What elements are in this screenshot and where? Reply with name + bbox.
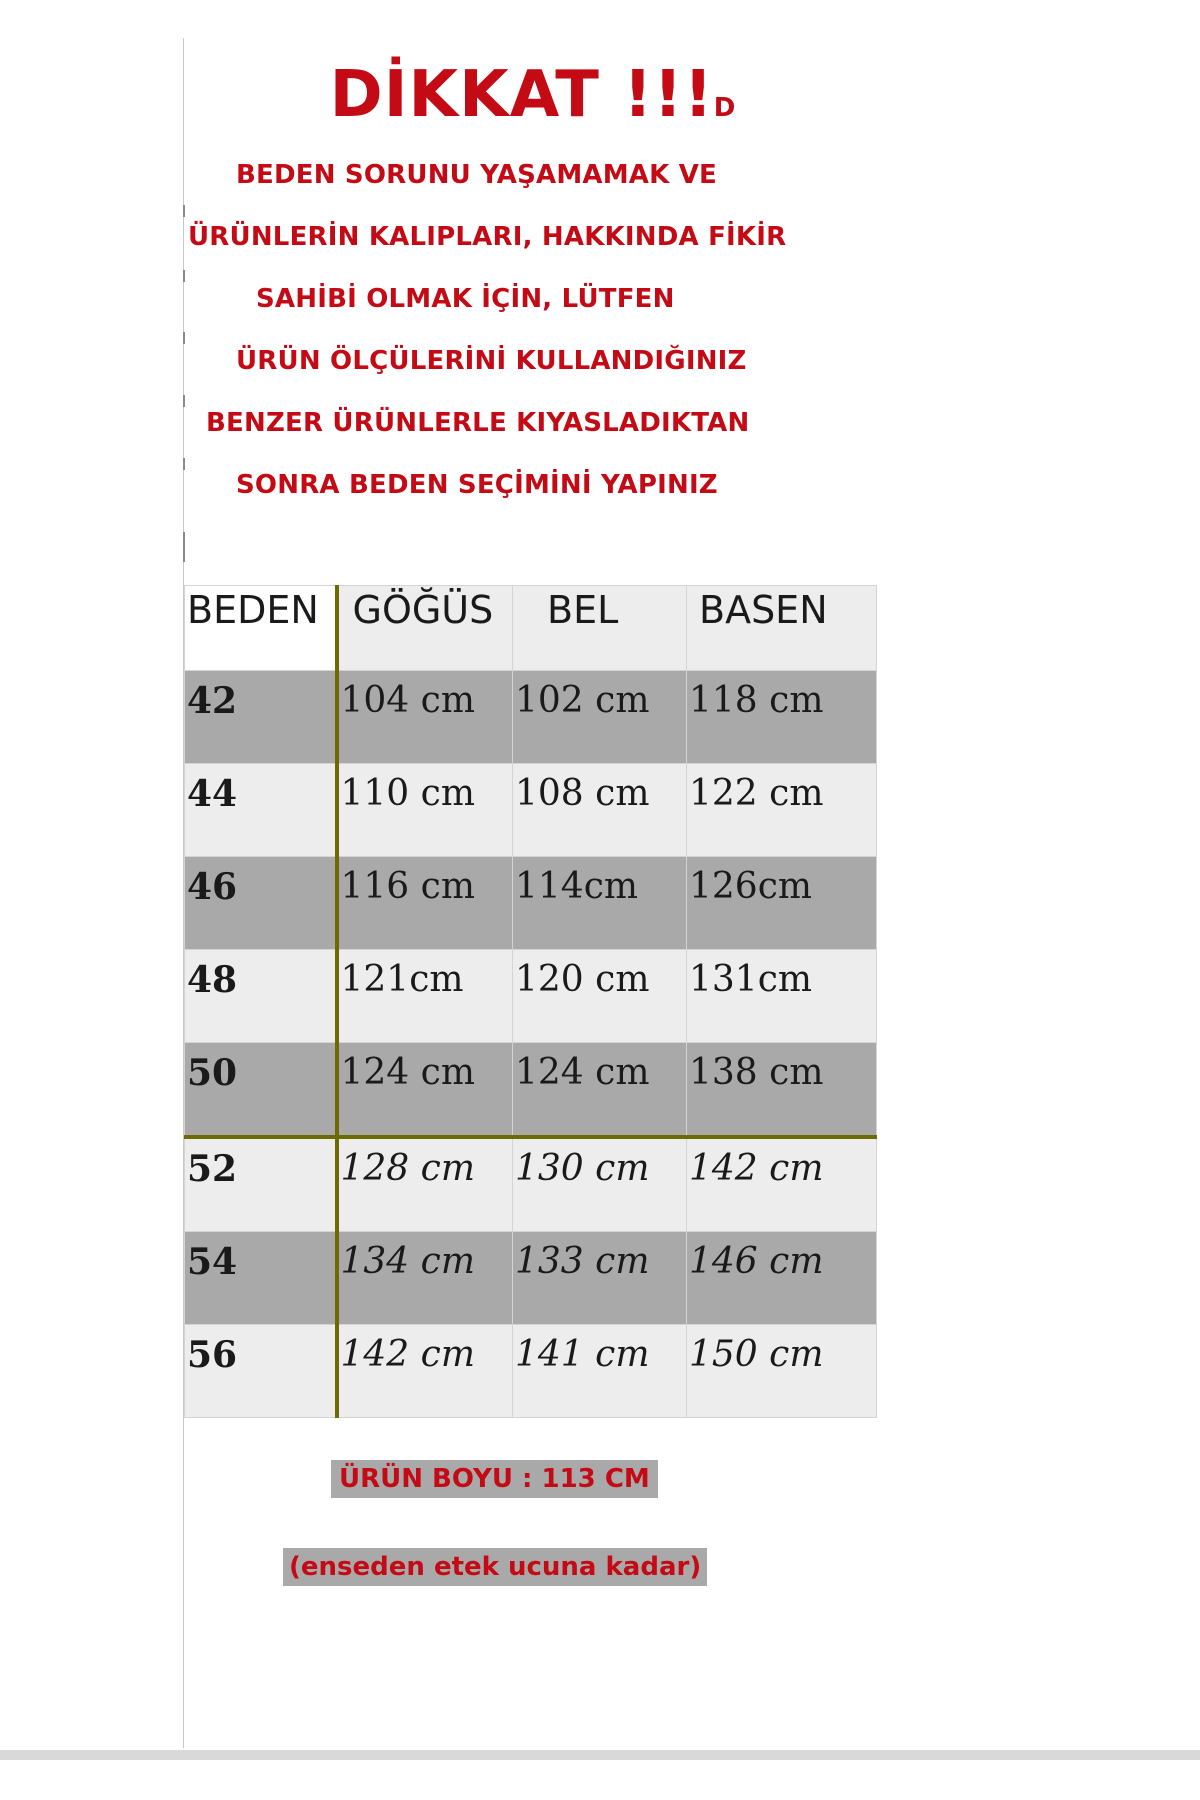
basen-cell: 131cm: [687, 950, 877, 1043]
bottom-border-bar: [0, 1750, 1200, 1760]
bel-cell: 108 cm: [513, 764, 687, 857]
table-row: [185, 764, 877, 857]
notice-line: SONRA BEDEN SEÇİMİNİ YAPINIZ: [236, 470, 718, 500]
warning-title-suffix: D: [713, 93, 737, 123]
bel-cell: 141 cm: [513, 1325, 687, 1418]
basen-cell: 138 cm: [687, 1043, 877, 1138]
size-chart-table: [184, 585, 877, 1418]
product-length-label: ÜRÜN BOYU : 113 CM: [331, 1460, 658, 1498]
notice-line: SAHİBİ OLMAK İÇİN, LÜTFEN: [256, 284, 675, 314]
gogus-cell: 142 cm: [337, 1325, 513, 1418]
size-cell: 52: [185, 1137, 337, 1232]
basen-cell: 118 cm: [687, 671, 877, 764]
notice-line: BENZER ÜRÜNLERLE KIYASLADIKTAN: [206, 408, 750, 438]
size-cell: 54: [185, 1232, 337, 1325]
size-cell: 56: [185, 1325, 337, 1418]
table-row: [185, 1325, 877, 1418]
gogus-cell: 121cm: [337, 950, 513, 1043]
edge-tick: [183, 270, 185, 282]
basen-cell: 122 cm: [687, 764, 877, 857]
table-row: [185, 1232, 877, 1325]
bel-cell: 114cm: [513, 857, 687, 950]
size-cell: 46: [185, 857, 337, 950]
warning-title-text: DİKKAT !!!: [329, 58, 714, 132]
notice-line: ÜRÜN ÖLÇÜLERİNİ KULLANDIĞINIZ: [236, 346, 747, 376]
basen-cell: 126cm: [687, 857, 877, 950]
table-row: [185, 671, 877, 764]
gogus-cell: 128 cm: [337, 1137, 513, 1232]
notice-line: BEDEN SORUNU YAŞAMAMAK VE: [236, 160, 717, 190]
size-cell: 42: [185, 671, 337, 764]
basen-cell: 142 cm: [687, 1137, 877, 1232]
table-row: [185, 950, 877, 1043]
measurement-note: (enseden etek ucuna kadar): [283, 1548, 707, 1586]
table-row: [185, 1043, 877, 1138]
gogus-cell: 104 cm: [337, 671, 513, 764]
warning-title: [183, 58, 883, 132]
bel-cell: 120 cm: [513, 950, 687, 1043]
bel-cell: 124 cm: [513, 1043, 687, 1138]
column-header-bel: BEL: [513, 586, 687, 671]
bel-cell: 130 cm: [513, 1137, 687, 1232]
edge-tick: [183, 395, 185, 407]
size-cell: 50: [185, 1043, 337, 1138]
table-row: [185, 857, 877, 950]
bel-cell: 133 cm: [513, 1232, 687, 1325]
column-header-beden: BEDEN: [185, 586, 337, 671]
bel-cell: 102 cm: [513, 671, 687, 764]
notice-line: ÜRÜNLERİN KALIPLARI, HAKKINDA FİKİR: [188, 222, 787, 252]
basen-cell: 150 cm: [687, 1325, 877, 1418]
basen-cell: 146 cm: [687, 1232, 877, 1325]
gogus-cell: 134 cm: [337, 1232, 513, 1325]
column-header-basen: BASEN: [687, 586, 877, 671]
gogus-cell: 110 cm: [337, 764, 513, 857]
gogus-cell: 116 cm: [337, 857, 513, 950]
edge-tick: [183, 532, 185, 562]
edge-tick: [183, 458, 185, 470]
column-header-gogus: GÖĞÜS: [337, 586, 513, 671]
edge-tick: [183, 332, 185, 344]
table-row: [185, 1137, 877, 1232]
edge-tick: [183, 205, 185, 217]
table-header-row: [185, 586, 877, 671]
gogus-cell: 124 cm: [337, 1043, 513, 1138]
size-cell: 44: [185, 764, 337, 857]
size-cell: 48: [185, 950, 337, 1043]
